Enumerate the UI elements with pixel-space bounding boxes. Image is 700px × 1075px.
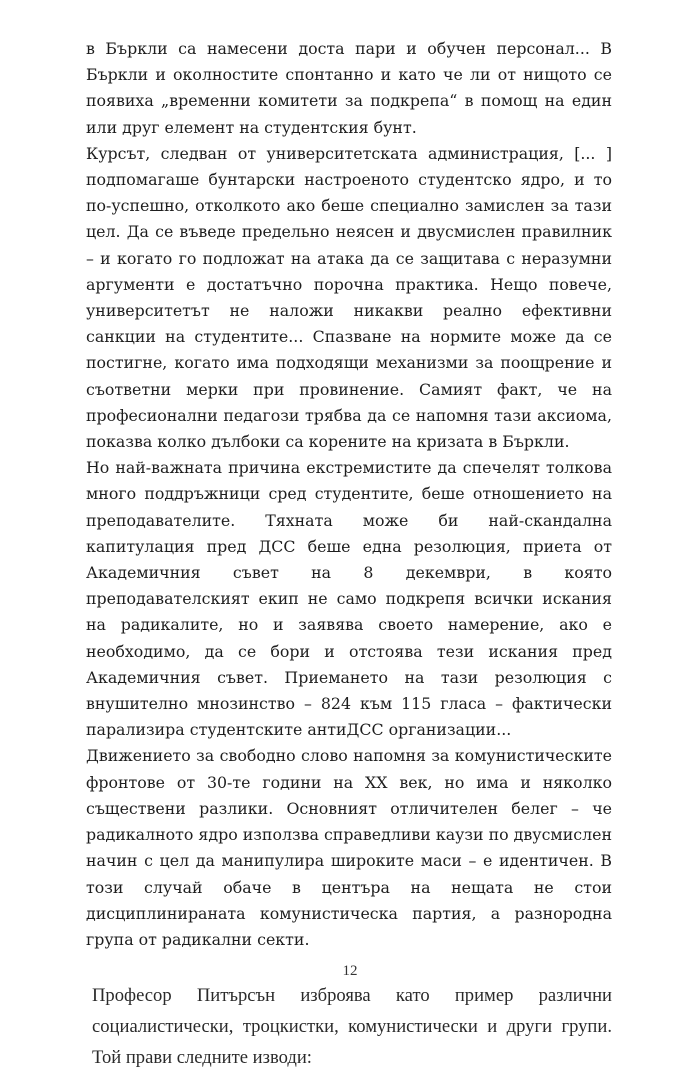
page-number: 12 (342, 963, 358, 979)
quote-paragraph: Но най-важната причина екстремистите да спечелят толкова много поддръжници сред студентите, беше отношението на преподавателите. Тяхната може би най-скандална капитулация пред ДСС беше една резолюция, приета от Академичния съвет на 8 декември, в която преподавателският екип не само подкрепя всички искания на радикалите, но и заявява своето намерение, ако е необходимо, да се бори и отстоява тези искания пред Академичния съвет. Приемането на тази резолюция с внушително мнозинство – 824 към 115 гласа – фактически парализира студентските антиДСС организации... (86, 458, 612, 740)
page-content (86, 36, 612, 1073)
quote-paragraph: Движението за свободно слово напомня за комунистическите фронтове от 30-те години на XX век, но има и няколко съществени разлики. Основният отличителен белег – че радикалното ядро използва справедливи каузи по двусмислен начин с цел да манипулира широките маси – е идентичен. В този случай обаче в центъра на нещата не стои дисциплинираната комунистическа партия, а разнородна група от радикални секти. (86, 746, 612, 949)
quote-paragraph: Курсът, следван от университетската администрация, [... ] подпомагаше бунтарски настроеното студентско ядро, и то по-успешно, отколкото ако беше специално замислен за тази цел. Да се въведе предельно неясен и двусмислен правилник – и когато го подложат на атака да се защитава с неразумни аргументи е достатъчно порочна практика. Нещо повече, университетът не наложи никакви реално ефективни санкции на студентите... Спазване на нормите може да се постигне, когато има подходящи механизми за поощрение и съответни мерки при провинение. Самият факт, че на професионални педагози трябва да се напомня тази аксиома, показва колко дълбоки са корените на кризата в Бъркли. (86, 143, 612, 452)
body-text (92, 980, 612, 1073)
quote-paragraph: в Бъркли са намесени доста пари и обучен персонал... В Бъркли и околностите спонтанно и като че ли от нищото се появиха „временни комитети за подкрепа“ в помощ на един или друг елемент на студентския бунт. (86, 39, 612, 137)
block-quote (86, 36, 612, 953)
body-paragraph: Професор Питърсън изброява като пример различни социалистически, троцкистки, комунистически и други групи. Той прави следните изводи: (92, 985, 612, 1069)
